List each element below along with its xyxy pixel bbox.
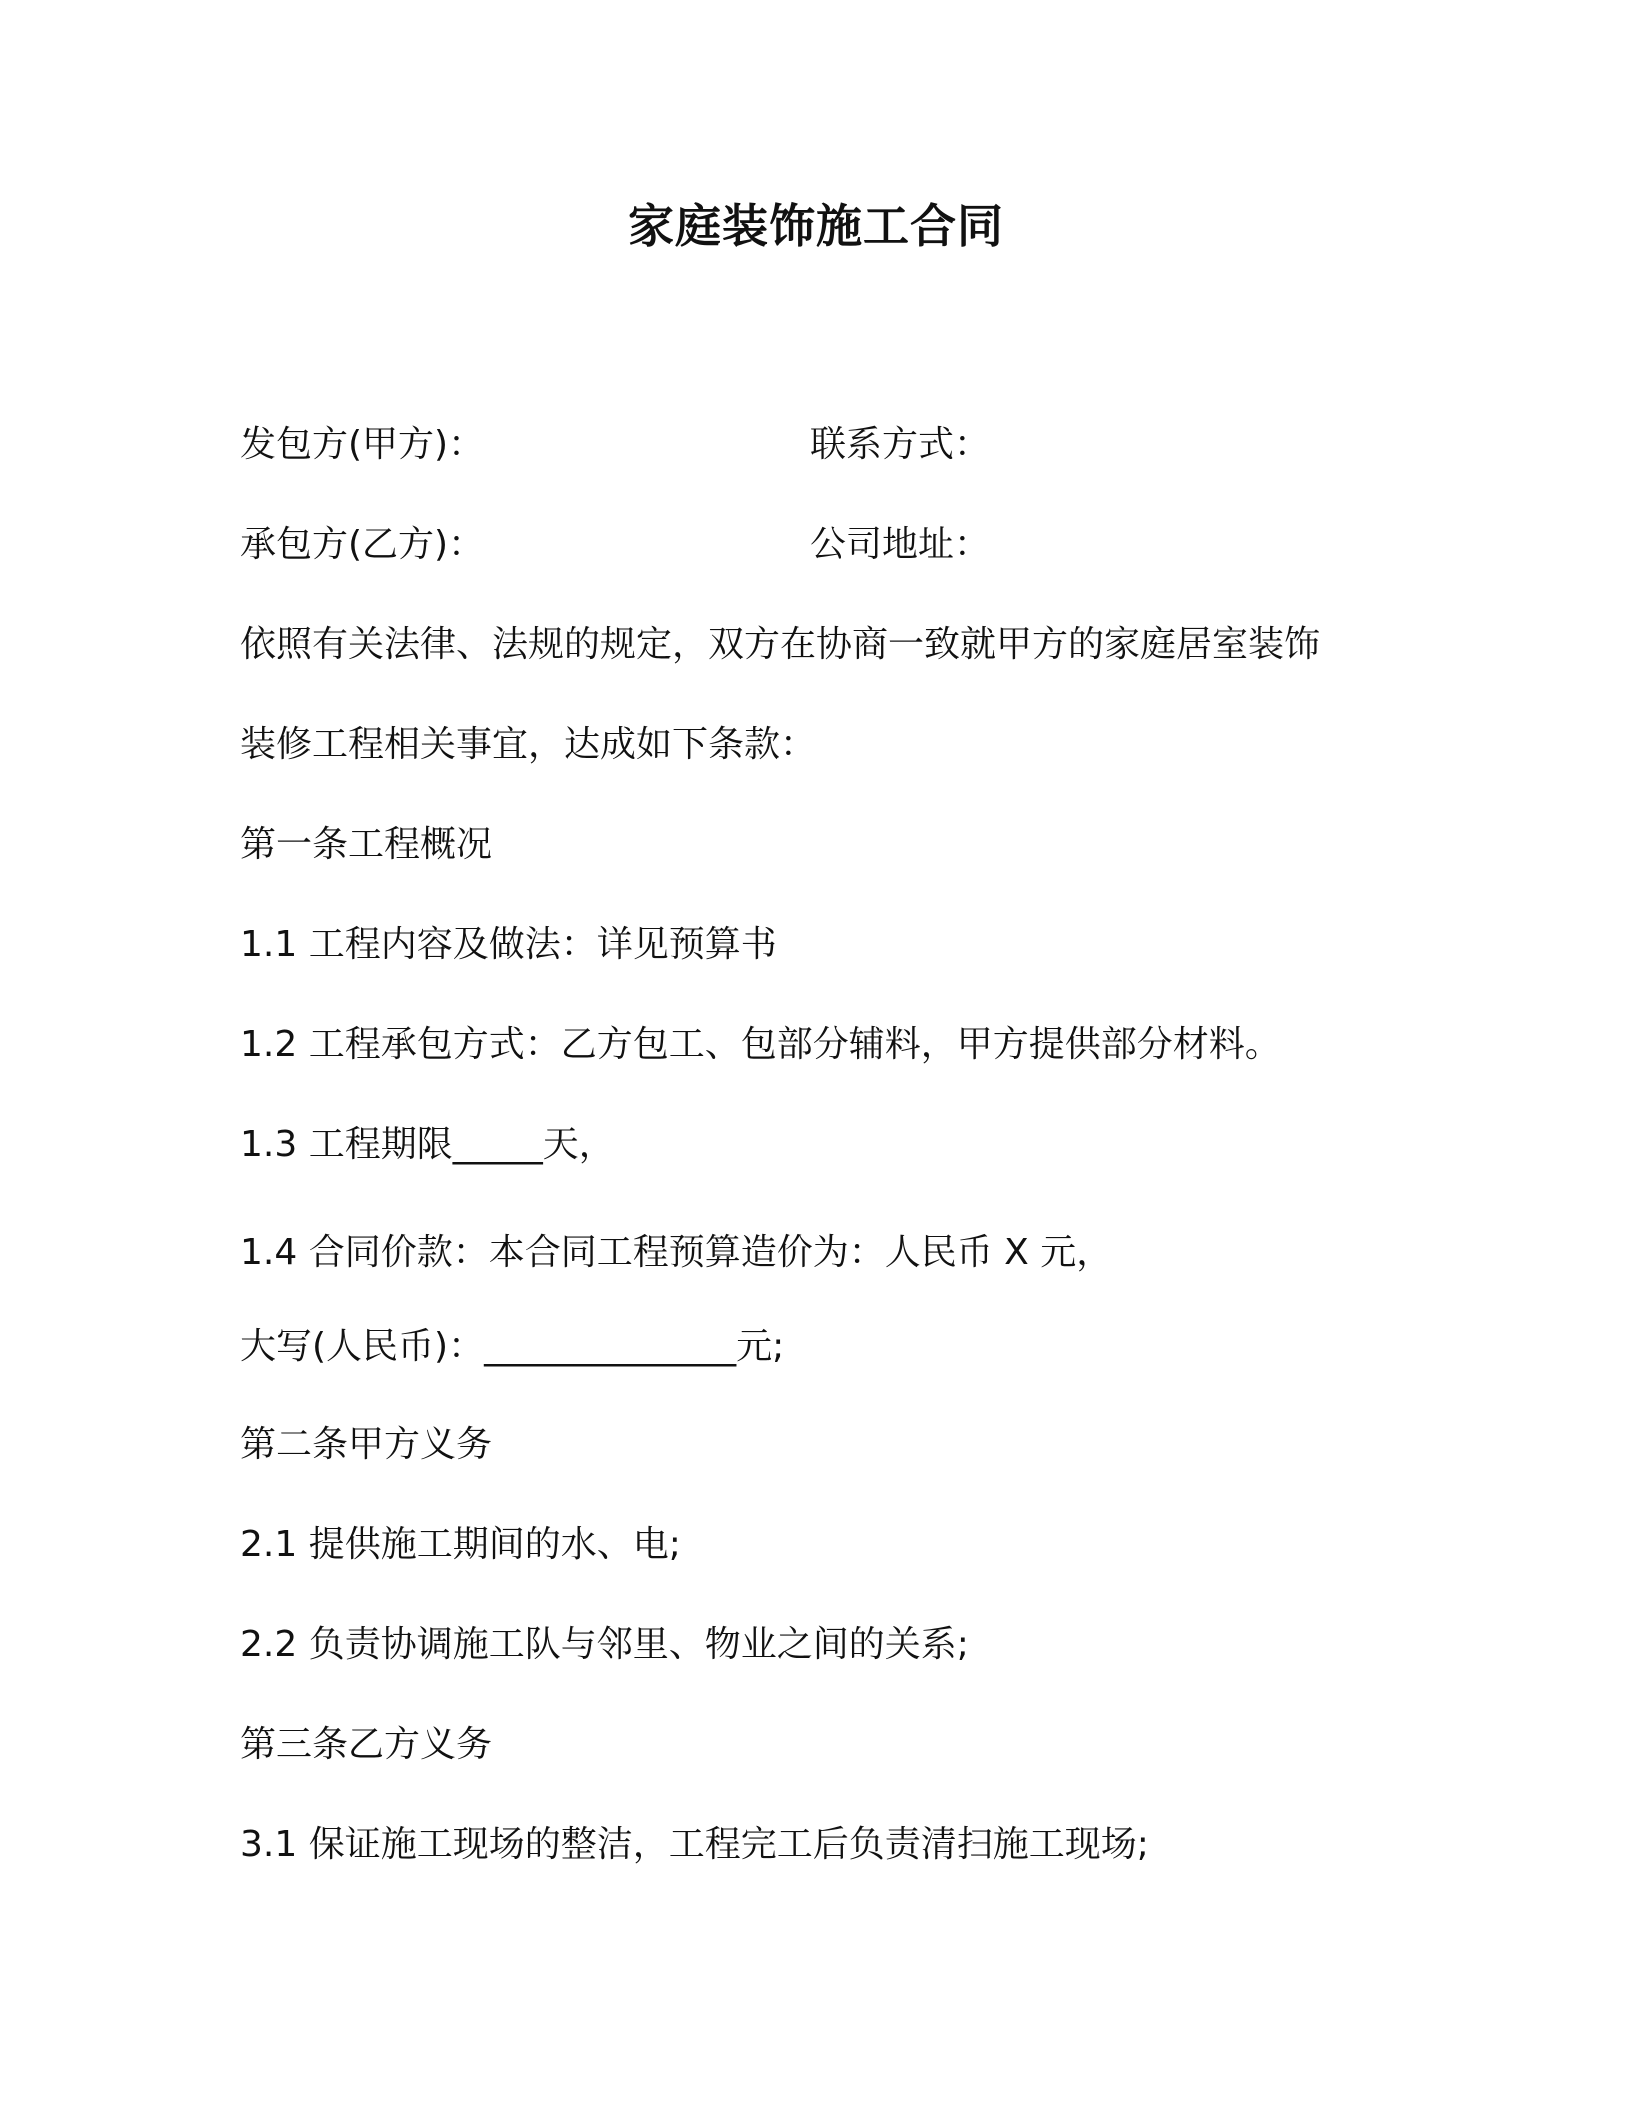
party-b-label: 承包方(乙方)：: [240, 524, 485, 565]
party-b-address-label: 公司地址：: [810, 524, 991, 565]
clause-3-1: 3.1 保证施工现场的整洁，工程完工后负责清扫施工现场;: [240, 1824, 1149, 1865]
clause-1-4-capital: 大写(人民币)：______________元;: [240, 1326, 785, 1367]
clause-1-1: 1.1 工程内容及做法：详见预算书: [240, 924, 777, 965]
party-a-label: 发包方(甲方)：: [240, 424, 485, 465]
party-a-contact-label: 联系方式：: [810, 424, 991, 465]
intro-line-1: 依照有关法律、法规的规定，双方在协商一致就甲方的家庭居室装饰: [240, 624, 1321, 665]
clause-1-2: 1.2 工程承包方式：乙方包工、包部分辅料，甲方提供部分材料。: [240, 1024, 1281, 1065]
article-2-heading: 第二条甲方义务: [240, 1424, 493, 1465]
document-title: 家庭装饰施工合同: [628, 199, 1004, 253]
intro-line-2: 装修工程相关事宜，达成如下条款：: [240, 724, 817, 765]
clause-1-4: 1.4 合同价款：本合同工程预算造价为：人民币 X 元，: [240, 1232, 1113, 1273]
clause-1-3: 1.3 工程期限_____天，: [240, 1124, 615, 1165]
clause-2-2: 2.2 负责协调施工队与邻里、物业之间的关系;: [240, 1624, 969, 1665]
article-3-heading: 第三条乙方义务: [240, 1724, 493, 1765]
article-1-heading: 第一条工程概况: [240, 824, 493, 865]
clause-2-1: 2.1 提供施工期间的水、电;: [240, 1524, 681, 1565]
